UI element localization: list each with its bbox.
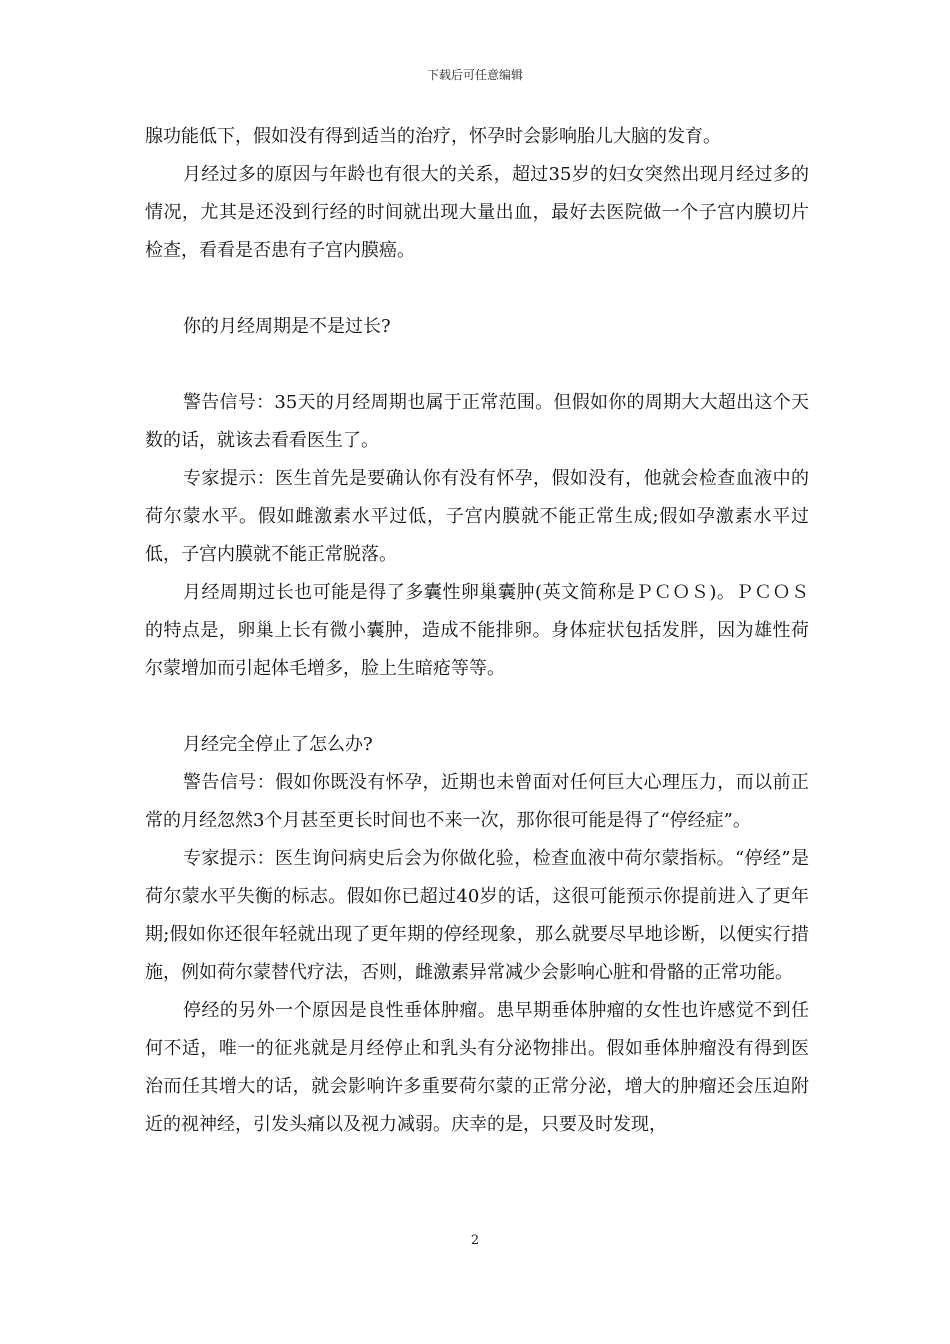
paragraph: 停经的另外一个原因是良性垂体肿瘤。患早期垂体肿瘤的女性也许感觉不到任何不适，唯一的征兆就是月经停止和乳头有分泌物排出。假如垂体肿瘤没有得到医治而任其增大的话，就会影响许多重要荷尔蒙的正常分泌，增大的肿瘤还会压迫附近的视神经，引发头痛以及视力减弱。庆幸的是，只要及时发现， xyxy=(145,1000,809,1135)
blank-line xyxy=(145,346,809,384)
paragraph: 专家提示：医生首先是要确认你有没有怀孕，假如没有，他就会检查血液中的荷尔蒙水平。假如雌激素水平过低，子宫内膜就不能正常生成;假如孕激素水平过低，子宫内膜就不能正常脱落。 xyxy=(145,468,809,565)
paragraph: 月经过多的原因与年龄也有很大的关系，超过35岁的妇女突然出现月经过多的情况，尤其是还没到行经的时间就出现大量出血，最好去医院做一个子宫内膜切片检查，看看是否患有子宫内膜癌。 xyxy=(145,164,809,261)
paragraph-continuation: 腺功能低下，假如没有得到适当的治疗，怀孕时会影响胎儿大脑的发育。 xyxy=(145,126,721,147)
blank-line xyxy=(145,688,809,726)
paragraph: 月经周期过长也可能是得了多囊性卵巢囊肿(英文简称是ＰＣＯＳ)。ＰＣＯＳ的特点是，卵巢上长有微小囊肿，造成不能排卵。身体症状包括发胖，因为雄性荷尔蒙增加而引起体毛增多，脸上生暗疮等等。 xyxy=(145,582,809,679)
section-heading: 月经完全停止了怎么办? xyxy=(183,734,373,755)
paragraph: 警告信号：假如你既没有怀孕，近期也未曾面对任何巨大心理压力，而以前正常的月经忽然3个月甚至更长时间也不来一次，那你很可能是得了“停经症”。 xyxy=(145,772,809,831)
page-header-note: 下载后可任意编辑 xyxy=(426,68,523,82)
blank-line xyxy=(145,270,809,308)
section-heading: 你的月经周期是不是过长? xyxy=(183,316,391,337)
document-body xyxy=(145,118,809,1144)
paragraph: 专家提示：医生询问病史后会为你做化验，检查血液中荷尔蒙指标。“停经”是荷尔蒙水平失衡的标志。假如你已超过40岁的话，这很可能预示你提前进入了更年期;假如你还很年轻就出现了更年期的停经现象，那么就要尽早地诊断，以便实行措施，例如荷尔蒙替代疗法，否则，雌激素异常减少会影响心脏和骨骼的正常功能。 xyxy=(145,848,809,983)
paragraph: 警告信号：35天的月经周期也属于正常范围。但假如你的周期大大超出这个天数的话，就该去看看医生了。 xyxy=(145,392,809,451)
page-number: 2 xyxy=(470,1233,480,1248)
